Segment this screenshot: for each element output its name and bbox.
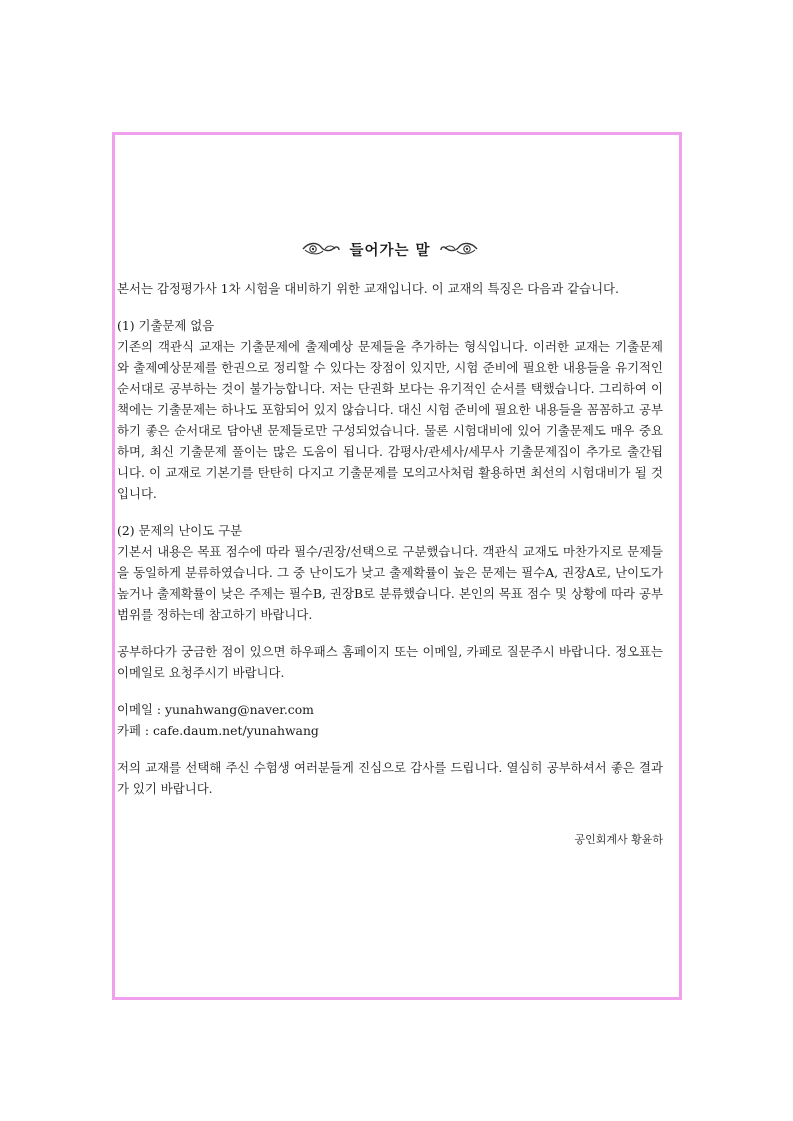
author-signature: 공인회계사 황윤하 xyxy=(574,833,663,846)
cafe-line: 카페 : cafe.daum.net/yunahwang xyxy=(117,723,319,738)
section1-heading: (1) 기출문제 없음 xyxy=(117,318,215,333)
email-line: 이메일 : yunahwang@naver.com xyxy=(117,702,314,717)
left-flourish-ornament xyxy=(301,241,341,257)
preface-title-row xyxy=(117,238,663,260)
section1-body: 기존의 객관식 교재는 기출문제에 출제예상 문제들을 추가하는 형식입니다. 이러한 교재는 기출문제와 출제예상문제를 한권으로 정리할 수 있다는 장점이 있지만, 시험 준비에 필요한 내용들을 유기적인 순서대로 공부하는 것이 불가능합니다. 저는 단권화 보다는 유기적인 순서를 택했습니다. 그리하여 이 책에는 기출문제는 하나도 포함되어 있지 않습니다. 대신 시험 준비에 필요한 내용들을 꼼꼼하고 공부하기 좋은 순서대로 담아낸 문제들로만 구성되었습니다. 물론 시험대비에 있어 기출문제도 매우 중요하며, 최신 기출문제 풀이는 많은 도움이 됩니다. 감평사/관세사/세무사 기출문제집이 추가로 출간됩니다. 이 교재로 기본기를 탄탄히 다지고 기출문제를 모의고사처럼 활용하면 최선의 시험대비가 될 것입니다. xyxy=(117,339,663,501)
page-title: 들어가는 말 xyxy=(349,242,431,259)
preface-content xyxy=(117,238,663,847)
right-flourish-ornament xyxy=(439,241,479,257)
section2-heading: (2) 문제의 난이도 구분 xyxy=(117,523,243,538)
section2-body: 기본서 내용은 목표 점수에 따라 필수/권장/선택으로 구분했습니다. 객관식 교재도 마찬가지로 문제들을 동일하게 분류하였습니다. 그 중 난이도가 낮고 출제확률이 높은 문제는 필수A, 권장A로, 난이도가 높거나 출제확률이 낮은 주제는 필수B, 권장B로 분류했습니다. 본인의 목표 점수 및 상황에 따라 공부범위를 정하는데 참고하기 바랍니다. xyxy=(117,544,663,622)
thanks-paragraph: 저의 교재를 선택해 주신 수험생 여러분들게 진심으로 감사를 드립니다. 열심히 공부하셔서 좋은 결과가 있기 바랍니다. xyxy=(117,760,663,796)
intro-paragraph: 본서는 감정평가사 1차 시험을 대비하기 위한 교재입니다. 이 교재의 특징은 다음과 같습니다. xyxy=(117,281,619,296)
questions-paragraph: 공부하다가 궁금한 점이 있으면 하우패스 홈페이지 또는 이메일, 카페로 질문주시 바랍니다. 정오표는 이메일로 요청주시기 바랍니다. xyxy=(117,644,663,680)
